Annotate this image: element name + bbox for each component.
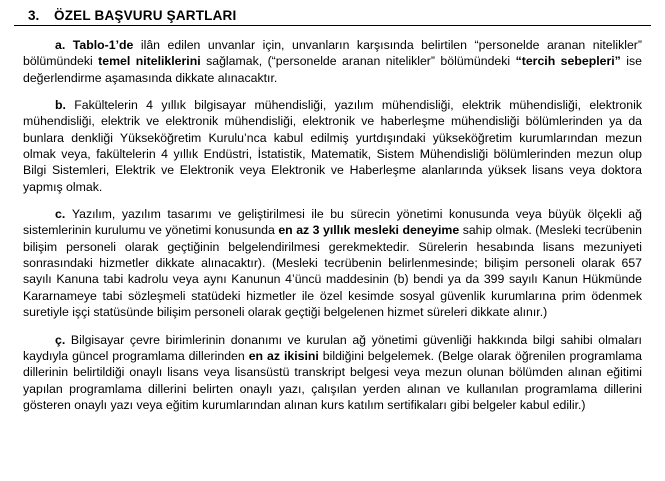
section-heading <box>28 8 651 23</box>
paragraph-a <box>23 37 642 86</box>
emphasis-text: ç. <box>55 332 71 347</box>
body-text: ilân edilen unvanlar için, unvanların karşısında belirtilen “personelde aranan nitelikler” bölümündeki <box>23 38 642 69</box>
emphasis-text: c. <box>55 207 72 222</box>
emphasis-text: temel niteliklerini <box>98 54 201 69</box>
body-text: Fakültelerin 4 yıllık bilgisayar mühendisliği, yazılım mühendisliği, elektrik mühendisliği, elektronik mühendisliği, elektrik ve elektronik mühendisliği, elektronik ve haberleşme mühendisliği bölümlerinden ya da bunlara denkliği Yükseköğretim Kurulu’nca kabul edilmiş yurtdışındaki yükseköğretim kurumlarından mezun olmak veya, fakültelerin 4 yıllık Endüstri, İstatistik, Matematik, Sistem Mühendisliği bölümlerinden mezun olup Bilgi Sistemleri, Elektrik ve Elektronik veya Elektronik ve Haberleşme alanlarında yüksek lisans veya doktora yapmış olmak. <box>23 98 642 194</box>
emphasis-text: en az ikisini <box>248 348 319 363</box>
emphasis-text: a. <box>55 38 73 52</box>
body-text: Bilgisayar çevre birimlerinin donanımı ve kurulan ağ yönetimi güvenliği hakkında bilgi sahibi olmaları kaydıyla güncel programlama dillerinden <box>23 332 642 363</box>
paragraph-list <box>14 37 651 413</box>
emphasis-text: en az 3 yıllık mesleki deneyime <box>278 223 460 238</box>
paragraph-c <box>23 206 642 320</box>
paragraph-c-cedilla <box>23 332 642 414</box>
paragraph-b <box>23 97 642 195</box>
emphasis-text: b. <box>55 98 75 113</box>
section-number: 3. <box>28 8 40 23</box>
section-title: ÖZEL BAŞVURU ŞARTLARI <box>54 8 237 23</box>
body-text: Yazılım, yazılım tasarımı ve geliştirilmesi ile bu sürecin yönetimi konusunda veya büyük ölçekli ağ sistemlerinin kurulumu ve yönetimi konusunda <box>23 207 642 238</box>
body-text: bildiğini belgelemek. (Belge olarak öğrenilen programlama dillerinin belirtildiği onaylı lisans veya lisansüstü transkript belgesi veya mezun olunan bölümden alınan eğitimi yapılan programlama dillerini belirten onaylı yazı, çalışılan yerden alınan ve kullanılan programlama dillerini gösteren onaylı yazı veya eğitim kurumlarından alınan kurs katılım sertifikaları gibi belgeler kabul edilir.) <box>23 348 642 412</box>
body-text: ise değerlendirme aşamasında dikkate alınacaktır. <box>23 54 642 85</box>
body-text: sahip olmak. (Mesleki tecrübenin bilişim personeli olarak geçtiğinin belgelendirilmesi gerekmektedir. Sürelerin hesabında lisans mezuniyeti sonrasındaki hizmetler dikkate alınacaktır). (Mesleki tecrübenin belirlenmesinde; bilişim personeli olarak 657 sayılı Kanuna tabi kadrolu veya aynı Kanunun 4’üncü maddesinin (b) bendi ya da 399 sayılı Kanun Hükmünde Kararnameye tabi sözleşmeli statüdeki hizmetler ile özel kesimde sosyal güvenlik kurumlarına prim ödenmek suretiyle işçi statüsünde bilişim personeli olarak geçtiği belgelenen hizmet süreleri dikkate alınır.) <box>23 223 642 320</box>
emphasis-text: “tercih sebepleri” <box>515 54 621 69</box>
emphasis-text: Tablo-1’de <box>72 38 134 52</box>
heading-underline <box>14 25 651 26</box>
body-text: sağlamak, (“personelde aranan nitelikler” bölümündeki <box>200 54 516 69</box>
